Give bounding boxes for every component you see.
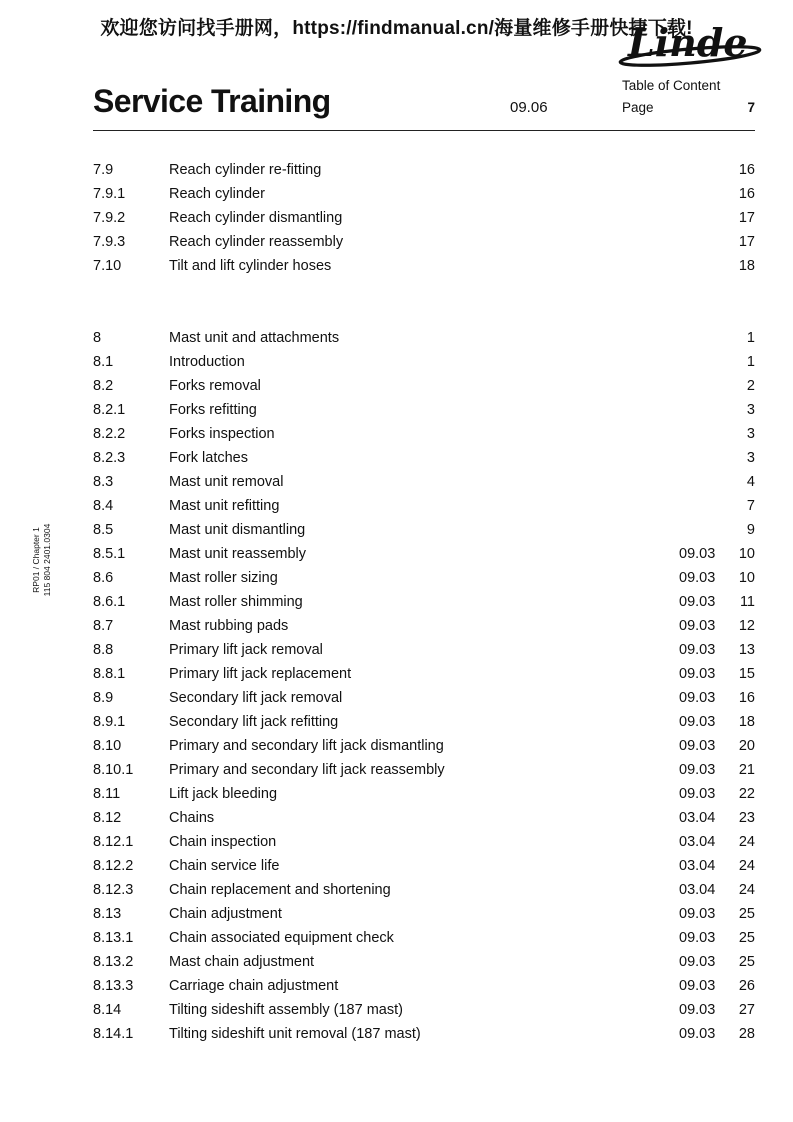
section-page: 21 (738, 762, 755, 778)
section-page: 1 (746, 354, 755, 370)
toc-entry[interactable] (93, 974, 755, 998)
revision-date: 09.03 (679, 762, 716, 778)
header-divider (93, 130, 755, 131)
section-title: Mast unit refitting (169, 498, 280, 514)
section-page: 27 (738, 1002, 755, 1018)
toc-entry[interactable] (93, 374, 755, 398)
section-page: 20 (738, 738, 755, 754)
section-number: 8.10 (93, 738, 122, 754)
revision-date: 09.03 (679, 666, 716, 682)
section-page: 16 (738, 690, 755, 706)
section-number: 7.9.1 (93, 186, 126, 202)
section-title: Chain associated equipment check (169, 930, 394, 946)
section-page: 24 (738, 834, 755, 850)
page-number: 7 (747, 100, 755, 115)
section-title: Forks inspection (169, 426, 275, 442)
toc-entry[interactable] (93, 206, 755, 230)
revision-date: 03.04 (679, 810, 716, 826)
section-page: 25 (738, 906, 755, 922)
section-title: Primary lift jack replacement (169, 666, 352, 682)
section-number: 8.5 (93, 522, 114, 538)
page-title: Service Training (93, 83, 331, 119)
side-document-code (31, 500, 57, 620)
section-title: Fork latches (169, 450, 248, 466)
section-title: Chain adjustment (169, 906, 282, 922)
toc-entry[interactable] (93, 230, 755, 254)
toc-entry[interactable] (93, 830, 755, 854)
toc-entry[interactable] (93, 662, 755, 686)
section-page: 24 (738, 858, 755, 874)
toc-entry[interactable] (93, 926, 755, 950)
side-code-line-1: RP01 / Chapter 1 (31, 527, 41, 593)
section-number: 7.9.3 (93, 234, 126, 250)
revision-date: 09.03 (679, 594, 716, 610)
section-title: Reach cylinder reassembly (169, 234, 344, 250)
section-number: 8.1 (93, 354, 114, 370)
section-title: Mast unit reassembly (169, 546, 306, 562)
revision-date: 09.03 (679, 642, 716, 658)
toc-entry[interactable] (93, 878, 755, 902)
section-page: 17 (738, 210, 755, 226)
toc-entry[interactable] (93, 566, 755, 590)
revision-date: 09.03 (679, 546, 716, 562)
section-page: 28 (738, 1026, 755, 1042)
section-page: 2 (746, 378, 755, 394)
section-page: 13 (738, 642, 755, 658)
revision-date: 09.03 (679, 618, 716, 634)
section-number: 8 (93, 330, 102, 346)
section-number: 8.13.3 (93, 978, 134, 994)
section-number: 8.9 (93, 690, 114, 706)
section-page: 23 (738, 810, 755, 826)
toc-entry[interactable] (93, 998, 755, 1022)
section-number: 8.12.2 (93, 858, 134, 874)
section-title: Tilt and lift cylinder hoses (169, 258, 332, 274)
toc-entry[interactable] (93, 782, 755, 806)
toc-entry[interactable] (93, 590, 755, 614)
section-number: 7.10 (93, 258, 122, 274)
section-page: 16 (738, 186, 755, 202)
revision-date: 09.03 (679, 570, 716, 586)
revision-date: 09.03 (679, 1002, 716, 1018)
section-title: Chain service life (169, 858, 280, 874)
section-title: Mast roller shimming (169, 594, 303, 610)
revision-date: 09.03 (679, 978, 716, 994)
revision-date: 03.04 (679, 882, 716, 898)
toc-entry[interactable] (93, 1022, 755, 1046)
section-page: 7 (746, 498, 755, 514)
section-page: 17 (738, 234, 755, 250)
section-page: 1 (746, 330, 755, 346)
section-number: 8.12.1 (93, 834, 134, 850)
section-number: 8.5.1 (93, 546, 126, 562)
section-number: 8.2.1 (93, 402, 126, 418)
section-page: 12 (738, 618, 755, 634)
section-page: 25 (738, 954, 755, 970)
section-page: 11 (739, 594, 755, 610)
revision-date: 03.04 (679, 858, 716, 874)
section-page: 3 (746, 450, 755, 466)
toc-entry[interactable] (93, 446, 755, 470)
toc-entry[interactable] (93, 350, 755, 374)
logo-wordmark: Linde (628, 20, 748, 65)
toc-entry[interactable] (93, 494, 755, 518)
section-number: 8.9.1 (93, 714, 126, 730)
section-number: 8.12 (93, 810, 122, 826)
toc-entry[interactable] (93, 806, 755, 830)
section-number: 8.8 (93, 642, 114, 658)
section-number: 8.2 (93, 378, 114, 394)
toc-entry[interactable] (93, 854, 755, 878)
section-number: 8.3 (93, 474, 114, 490)
section-title: Forks refitting (169, 402, 257, 418)
section-title: Reach cylinder (169, 186, 265, 202)
toc-chapter-entry[interactable] (93, 326, 755, 350)
section-title: Secondary lift jack refitting (169, 714, 339, 730)
section-number: 7.9 (93, 162, 114, 178)
toc-entry[interactable] (93, 470, 755, 494)
section-number: 8.7 (93, 618, 114, 634)
section-page: 22 (738, 786, 755, 802)
section-number: 8.8.1 (93, 666, 126, 682)
toc-entry[interactable] (93, 902, 755, 926)
section-page: 9 (746, 522, 755, 538)
section-page: 25 (738, 930, 755, 946)
revision-date: 03.04 (679, 834, 716, 850)
section-page: 10 (738, 570, 755, 586)
toc-entry[interactable] (93, 398, 755, 422)
section-page: 3 (746, 426, 755, 442)
section-title: Introduction (169, 354, 245, 370)
section-title: Tilting sideshift assembly (187 mast) (169, 1002, 403, 1018)
section-title: Mast rubbing pads (169, 618, 289, 634)
toc-entry[interactable] (93, 254, 755, 278)
section-number: 8.13 (93, 906, 122, 922)
section-number: 8.11 (93, 786, 121, 802)
revision-date: 09.03 (679, 714, 716, 730)
revision-date: 09.03 (679, 690, 716, 706)
side-code-line-2: 115 804 2401.0304 (42, 523, 52, 597)
section-title: Primary and secondary lift jack dismantling (169, 738, 444, 754)
section-page: 15 (738, 666, 755, 682)
section-title: Mast unit and attachments (169, 330, 340, 346)
section-number: 8.2.2 (93, 426, 126, 442)
section-number: 8.14.1 (93, 1026, 134, 1042)
section-title: Chain inspection (169, 834, 277, 850)
section-page: 16 (738, 162, 755, 178)
section-title: Primary and secondary lift jack reassembly (169, 762, 445, 778)
section-title: Carriage chain adjustment (169, 978, 339, 994)
section-number: 8.12.3 (93, 882, 134, 898)
section-number: 8.13.1 (93, 930, 134, 946)
toc-entry[interactable] (93, 950, 755, 974)
section-title: Tilting sideshift unit removal (187 mast) (169, 1026, 421, 1042)
section-title: Chains (169, 810, 215, 826)
toc-heading: Table of Content (622, 78, 721, 93)
section-title: Primary lift jack removal (169, 642, 323, 658)
section-number: 8.2.3 (93, 450, 126, 466)
page-label: Page (622, 100, 654, 115)
section-number: 8.6 (93, 570, 114, 586)
section-page: 26 (738, 978, 755, 994)
section-page: 3 (746, 402, 755, 418)
section-title: Mast roller sizing (169, 570, 278, 586)
section-title: Secondary lift jack removal (169, 690, 343, 706)
toc-entry[interactable] (93, 638, 755, 662)
section-title: Chain replacement and shortening (169, 882, 391, 898)
section-number: 8.13.2 (93, 954, 134, 970)
section-page: 10 (738, 546, 755, 562)
toc-entry[interactable] (93, 518, 755, 542)
section-number: 8.4 (93, 498, 114, 514)
toc-entry[interactable] (93, 614, 755, 638)
section-page: 4 (746, 474, 755, 490)
section-title: Mast unit removal (169, 474, 284, 490)
toc-entry[interactable] (93, 686, 755, 710)
toc-entry[interactable] (93, 734, 755, 758)
toc-entry[interactable] (93, 710, 755, 734)
toc-entry[interactable] (93, 182, 755, 206)
section-page: 18 (738, 714, 755, 730)
revision-date: 09.03 (679, 954, 716, 970)
section-title: Mast chain adjustment (169, 954, 315, 970)
toc-entry[interactable] (93, 758, 755, 782)
section-number: 7.9.2 (93, 210, 126, 226)
revision-date: 09.03 (679, 738, 716, 754)
linde-logo (616, 16, 766, 68)
section-title: Reach cylinder re-fitting (169, 162, 322, 178)
section-number: 8.6.1 (93, 594, 126, 610)
toc-entry[interactable] (93, 542, 755, 566)
revision-date: 09.03 (679, 786, 716, 802)
download-banner: 欢迎您访问找手册网，https://findmanual.cn/海量维修手册快捷下载! (100, 18, 693, 39)
toc-entry[interactable] (93, 158, 755, 182)
revision-date: 09.03 (679, 1026, 716, 1042)
section-title: Mast unit dismantling (169, 522, 306, 538)
toc-entry[interactable] (93, 422, 755, 446)
revision-date: 09.03 (679, 930, 716, 946)
section-title: Lift jack bleeding (169, 786, 278, 802)
edition-date: 09.06 (510, 99, 548, 116)
section-page: 24 (738, 882, 755, 898)
section-title: Reach cylinder dismantling (169, 210, 343, 226)
section-page: 18 (738, 258, 755, 274)
section-title: Forks removal (169, 378, 261, 394)
revision-date: 09.03 (679, 906, 716, 922)
toc-list (93, 158, 755, 1046)
section-number: 8.14 (93, 1002, 122, 1018)
section-number: 8.10.1 (93, 762, 134, 778)
